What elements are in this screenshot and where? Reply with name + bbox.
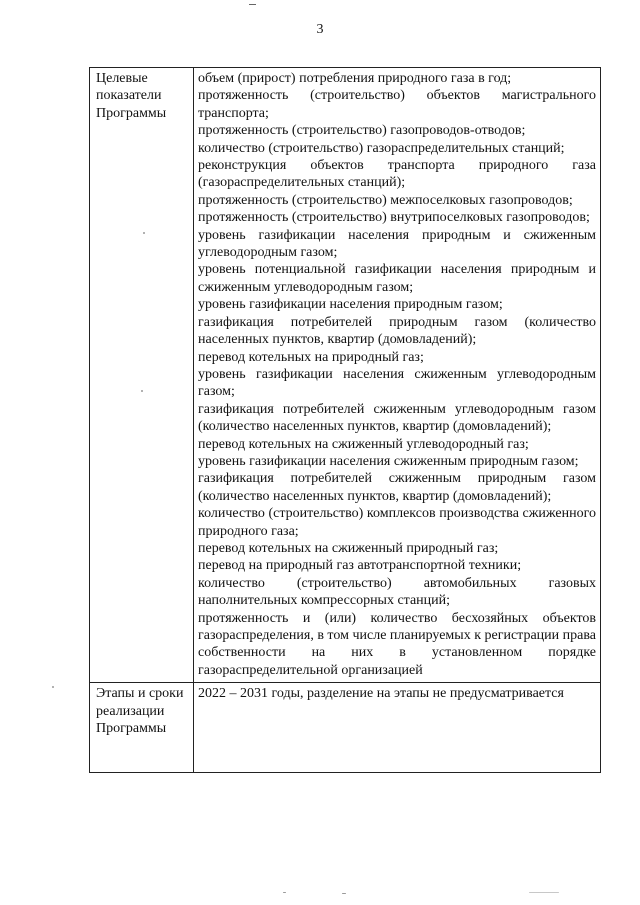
target-item: уровень газификации населения природным газом; (198, 297, 503, 313)
scan-mark (249, 4, 256, 5)
target-item: перевод котельных на природный газ; (198, 349, 424, 365)
target-item: уровень газификации населения природным и сжиженным углеводородным газом; (198, 227, 596, 261)
targets-label: Целевые показатели Программы (90, 68, 194, 683)
scan-speck (52, 686, 54, 688)
target-item: уровень газификации населения сжиженным природным газом; (198, 453, 579, 469)
target-item: количество (строительство) комплексов производства сжиженного природного газа; (198, 506, 596, 539)
scan-speck (342, 893, 346, 894)
scan-speck (283, 892, 286, 893)
target-item: количество (строительство) автомобильных газовых наполнительных компрессорных станций; (198, 575, 596, 609)
target-item: реконструкция объектов транспорта природного газа (газораспределительных станций); (198, 158, 596, 191)
targets-content (194, 68, 601, 683)
target-item: протяженность (строительство) внутрипоселковых газопроводов; (198, 210, 590, 226)
target-item: протяженность (строительство) межпоселковых газопроводов; (198, 192, 573, 208)
target-item: газификация потребителей сжиженным углеводородным газом (количество населенных пунктов, квартир (домовладений); (198, 401, 596, 435)
page-number: 3 (316, 22, 324, 37)
table-row-targets (90, 68, 601, 683)
table-row-stages (90, 683, 601, 773)
scan-speck (143, 232, 145, 234)
target-item: уровень потенциальной газификации населения природным и сжиженным углеводородным газом; (198, 262, 596, 295)
scan-speck (529, 892, 559, 893)
target-item: протяженность и (или) количество бесхозяйных объектов газораспределения, в том числе планируемых к регистрации права собственности на них в установленном порядке газораспределительной организацией (198, 610, 596, 678)
target-item: уровень газификации населения сжиженным углеводородным газом; (198, 366, 596, 400)
scan-speck (141, 390, 143, 392)
target-item: объем (прирост) потребления природного газа в год; (198, 71, 512, 86)
target-item: газификация потребителей природным газом (количество населенных пунктов, квартир (домовладений); (198, 314, 596, 348)
stages-label: Этапы и сроки реализации Программы (90, 683, 194, 773)
target-item: количество (строительство) газораспределительных станций; (198, 140, 565, 156)
target-item: протяженность (строительство) объектов магистрального транспорта; (198, 88, 596, 121)
target-item: перевод на природный газ автотранспортной техники; (198, 558, 522, 574)
target-item: перевод котельных на сжиженный природный газ; (198, 540, 499, 556)
program-passport-table (89, 67, 601, 773)
target-item: перевод котельных на сжиженный углеводородный газ; (198, 436, 529, 452)
target-item: протяженность (строительство) газопроводов-отводов; (198, 123, 526, 139)
stages-value: 2022 – 2031 годы, разделение на этапы не предусматривается (194, 683, 601, 773)
target-item: газификация потребителей сжиженным природным газом (количество населенных пунктов, квартир (домовладений); (198, 471, 596, 504)
